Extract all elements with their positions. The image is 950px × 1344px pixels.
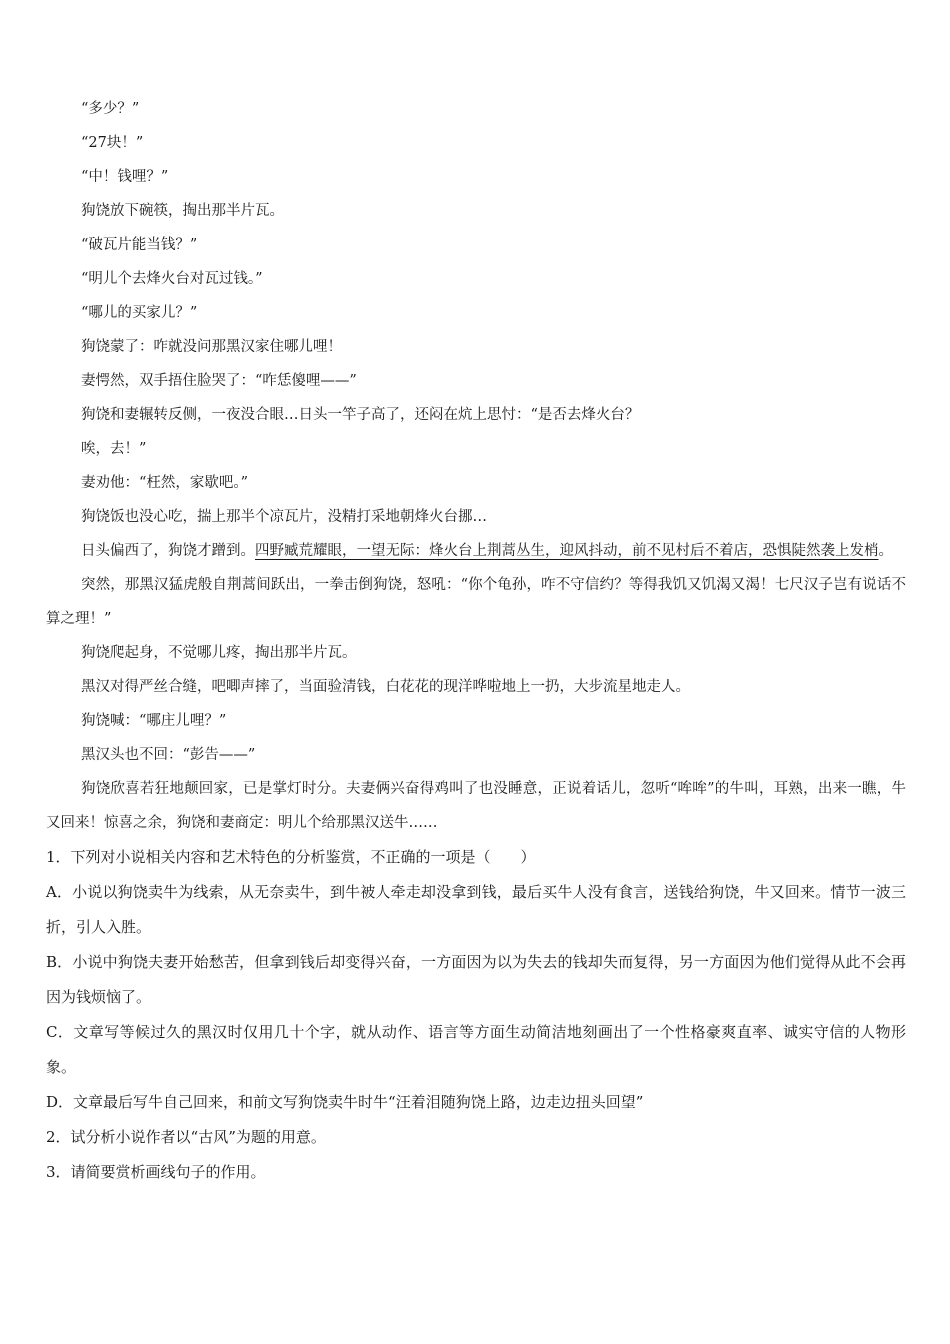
story-line: “明儿个去烽火台对瓦过钱。” — [81, 271, 263, 287]
story-line: 狗饶爬起身，不觉哪儿疼，掏出那半片瓦。 — [81, 645, 357, 661]
story-line: 狗饶饭也没心吃，揣上那半个凉瓦片，没精打采地朝烽火台挪… — [81, 509, 487, 525]
question-list — [46, 840, 906, 1190]
underlined-sentence: 四野臧荒耀眼，一望无际：烽火台上荆蒿丛生，迎风抖动，前不见村后不着店，恐惧陡然袭上发梢 — [255, 543, 879, 559]
question-2: 2．试分析小说作者以“古风”为题的用意。 — [46, 1128, 326, 1146]
option-a: A．小说以狗饶卖牛为线索，从无奈卖牛，到牛被人牵走却没拿到钱，最后买牛人没有食言，送钱给狗饶，牛又回来。情节一波三折，引人入胜。 — [46, 883, 906, 936]
story-line: 唉，去！” — [81, 441, 147, 457]
option-b: B．小说中狗饶夫妻开始愁苦，但拿到钱后却变得兴奋，一方面因为以为失去的钱却失而复得，另一方面因为他们觉得从此不会再因为钱烦恼了。 — [46, 953, 906, 1006]
story-line: “哪儿的买家儿？” — [81, 305, 198, 321]
story-line: “27块！” — [81, 135, 144, 151]
story-line: 狗饶喊：“哪庄儿哩？” — [81, 713, 227, 729]
story-line: 狗饶蒙了：咋就没问那黑汉家住哪儿哩！ — [81, 339, 342, 355]
story-line: 黑汉头也不回：“彭告——” — [81, 747, 256, 763]
story-line: “多少？” — [81, 101, 140, 117]
story-line: 妻愕然，双手捂住脸哭了：“咋恁傻哩——” — [81, 373, 357, 389]
story-line: 狗饶放下碗筷，掏出那半片瓦。 — [81, 203, 284, 219]
story-text — [46, 92, 906, 840]
story-line: “中！钱哩？” — [81, 169, 169, 185]
option-d: D．文章最后写牛自己回来，和前文写狗饶卖牛时牛“汪着泪随狗饶上路，边走边扭头回望” — [46, 1093, 644, 1111]
story-line: 狗饶欣喜若狂地颠回家，已是掌灯时分。夫妻俩兴奋得鸡叫了也没睡意，正说着话儿，忽听“哞哞”的牛叫，耳熟，出来一瞧，牛又回来！惊喜之余，狗饶和妻商定：明儿个给那黑汉送牛…… — [46, 781, 906, 831]
story-line: 黑汉对得严丝合缝，吧唧声摔了，当面验清钱，白花花的现洋哗啦地上一扔，大步流星地走人。 — [81, 679, 690, 695]
story-line: 狗饶和妻辗转反侧，一夜没合眼…日头一竿子高了，还闷在炕上思忖：“是否去烽火台？ — [81, 407, 640, 423]
question-1: 1．下列对小说相关内容和艺术特色的分析鉴赏，不正确的一项是（ ） — [46, 848, 536, 866]
paragraph-lead: 日头偏西了，狗饶才蹭到。 — [81, 543, 255, 559]
story-line: “破瓦片能当钱？” — [81, 237, 198, 253]
underlined-paragraph — [46, 534, 906, 568]
paragraph-tail: 。 — [878, 543, 893, 559]
option-c: C．文章写等候过久的黑汉时仅用几十个字，就从动作、语言等方面生动简洁地刻画出了一个性格豪爽直率、诚实守信的人物形象。 — [46, 1023, 906, 1076]
question-3: 3．请简要赏析画线句子的作用。 — [46, 1163, 266, 1181]
story-line: 妻劝他：“枉然，家歇吧。” — [81, 475, 249, 491]
story-line: 突然，那黑汉猛虎般自荆蒿间跃出，一拳击倒狗饶，怒吼：“你个龟孙，咋不守信约？等得我饥又饥渴又渴！七尺汉子岂有说话不算之理！” — [46, 577, 906, 627]
